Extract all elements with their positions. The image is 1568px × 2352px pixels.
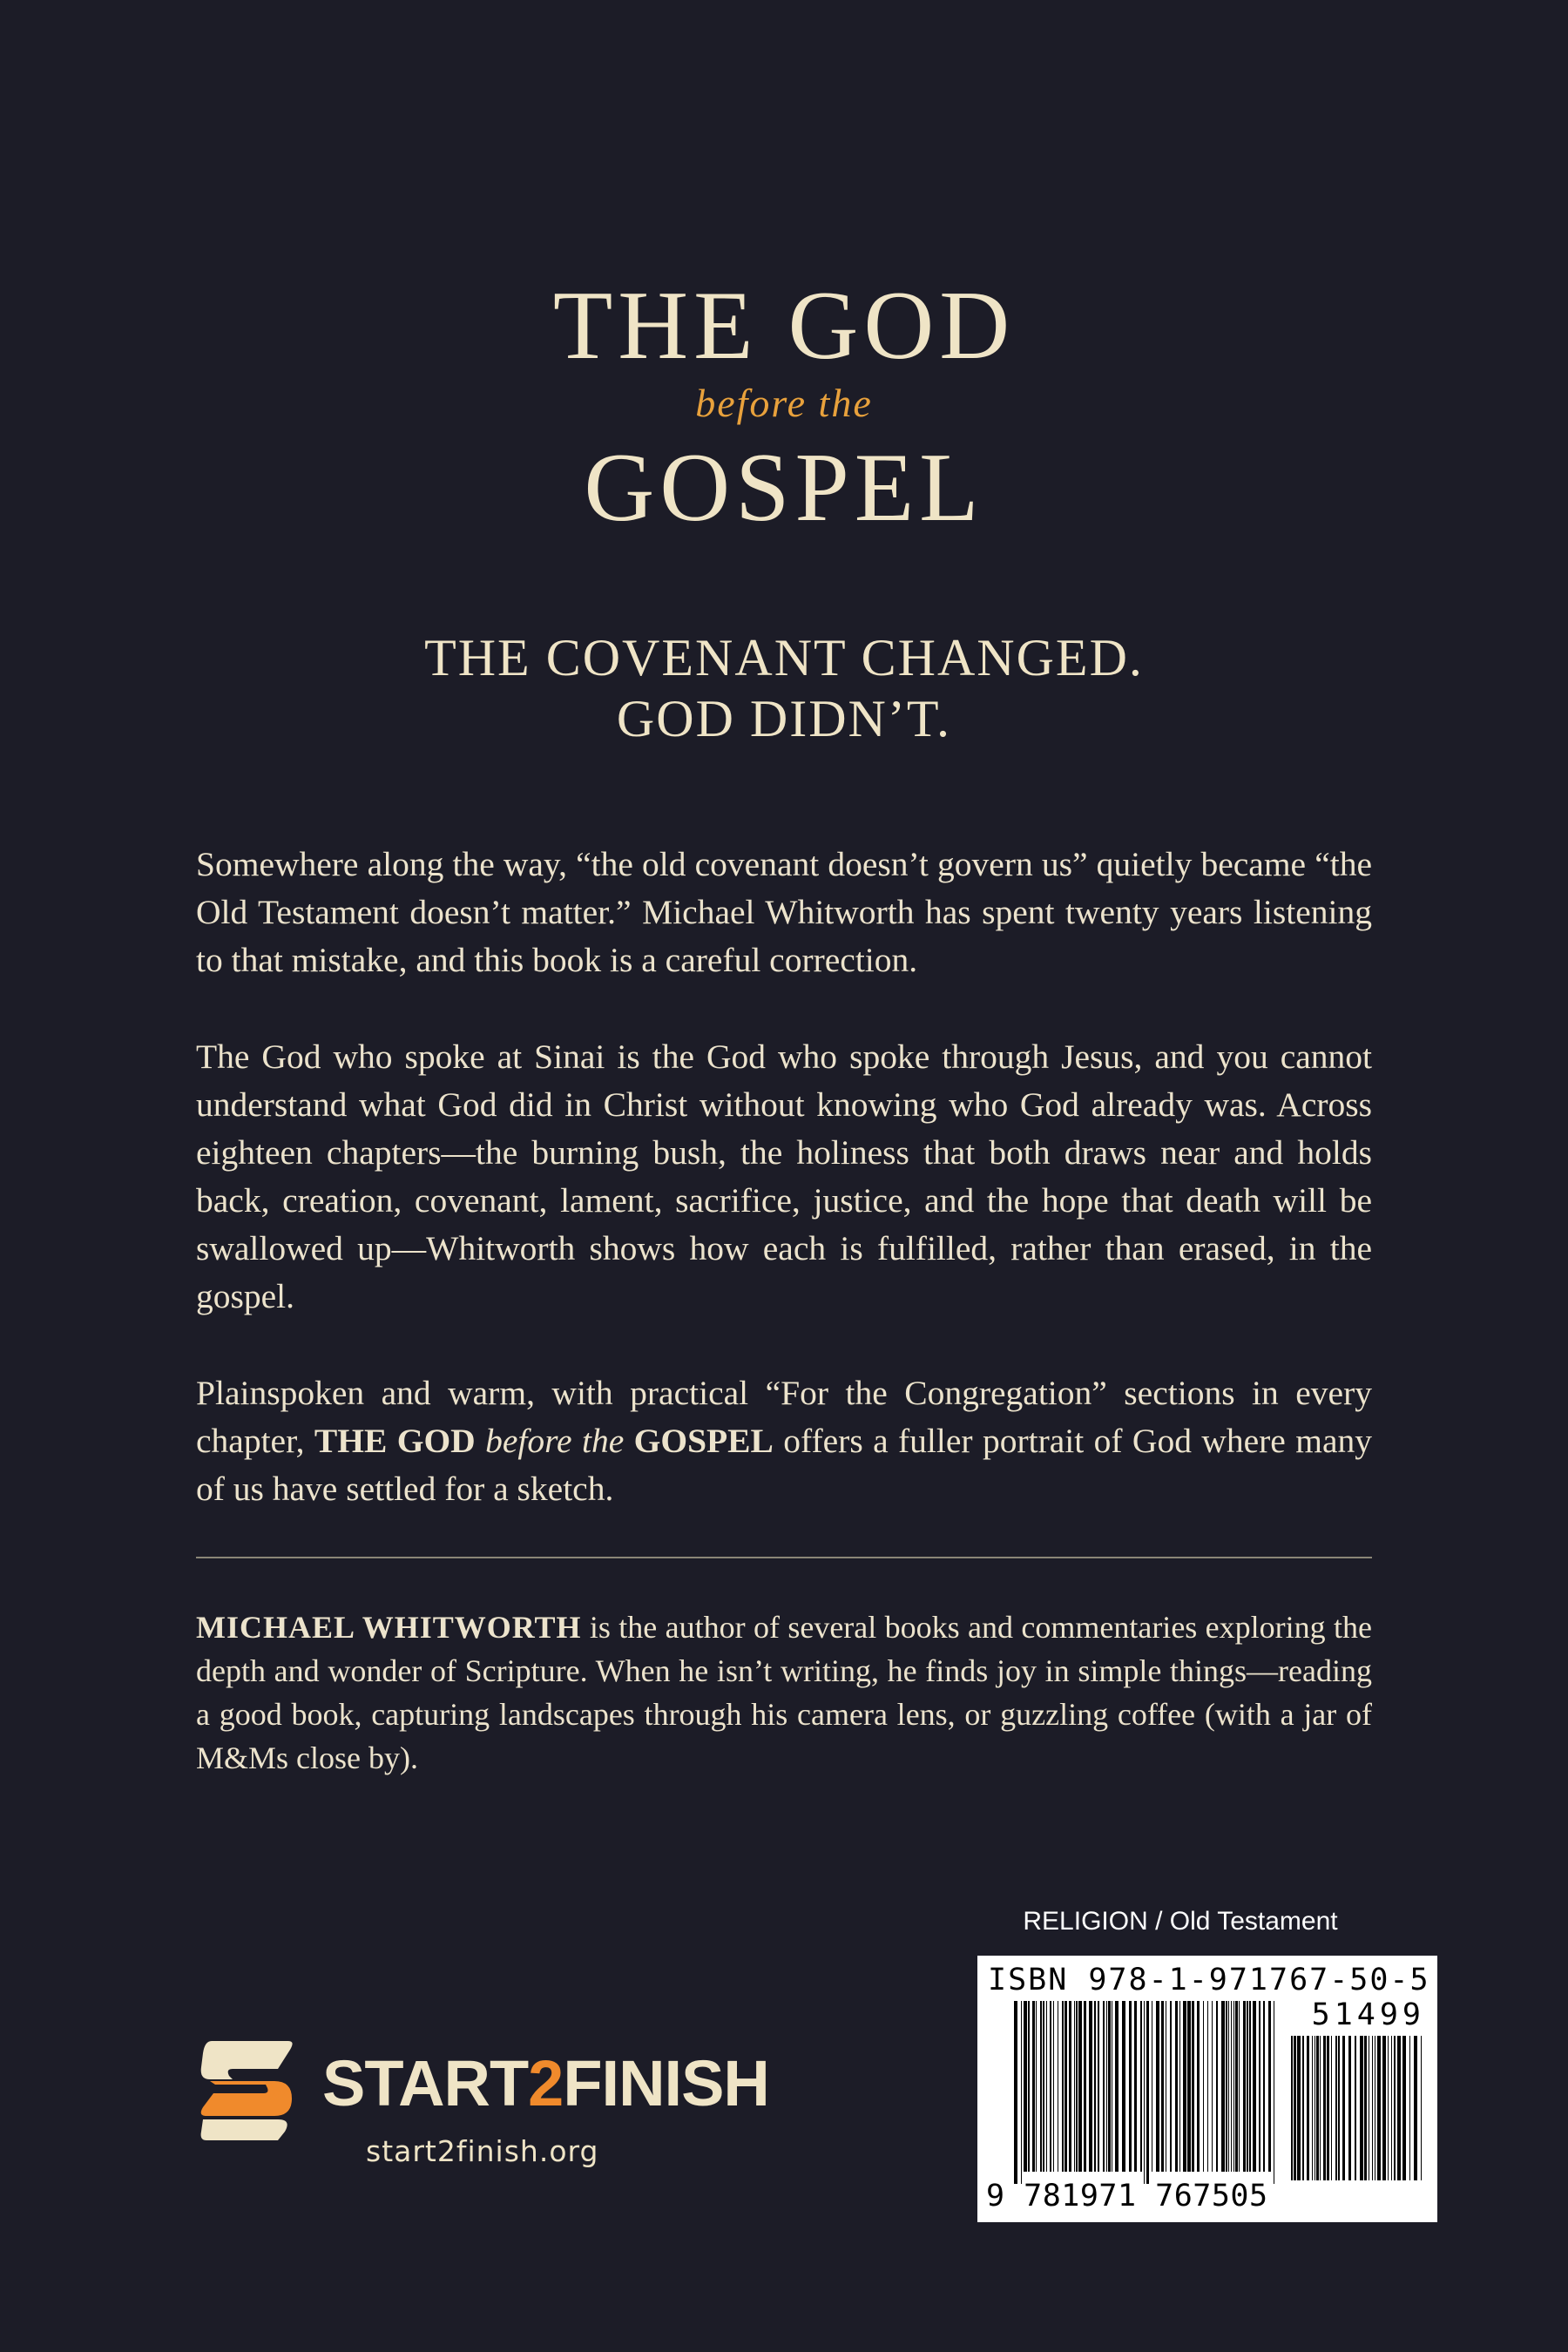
barcode-bar bbox=[1207, 2001, 1208, 2172]
barcode-bar bbox=[1327, 2036, 1329, 2180]
barcode-bar bbox=[1342, 2036, 1345, 2180]
barcode-bar bbox=[1297, 2036, 1301, 2180]
barcode-bar bbox=[1098, 2001, 1099, 2172]
barcode-bar bbox=[1382, 2036, 1386, 2180]
p3-title-b: before the bbox=[485, 1422, 625, 1460]
barcode-bar bbox=[1146, 2001, 1149, 2184]
barcode-bar bbox=[1053, 2001, 1054, 2172]
barcode-bar bbox=[1134, 2001, 1137, 2172]
barcode-bar bbox=[1183, 2001, 1186, 2172]
p3-title-c: GOSPEL bbox=[633, 1422, 774, 1460]
publisher-name-accent: 2 bbox=[528, 2047, 564, 2119]
publisher-name bbox=[322, 2047, 769, 2119]
barcode-bar bbox=[1024, 2001, 1027, 2172]
barcode-bar bbox=[1263, 2001, 1265, 2172]
barcode-bar bbox=[1316, 2036, 1319, 2180]
barcode-bar bbox=[1040, 2001, 1042, 2172]
barcode-bar bbox=[1028, 2001, 1030, 2172]
section-divider bbox=[196, 1557, 1372, 1558]
barcode-bar bbox=[1312, 2036, 1313, 2180]
barcode-bar bbox=[1239, 2001, 1240, 2172]
book-title bbox=[0, 272, 1568, 542]
barcode-bar bbox=[1259, 2001, 1260, 2172]
barcode-bar bbox=[1192, 2001, 1194, 2172]
barcode-bar bbox=[1397, 2036, 1401, 2180]
barcode-bar bbox=[1089, 2001, 1092, 2172]
title-line-2: GOSPEL bbox=[584, 434, 984, 542]
barcode-bars-main bbox=[1014, 2001, 1275, 2184]
barcode-bar bbox=[1226, 2001, 1227, 2172]
author-name: MICHAEL WHITWORTH bbox=[196, 1610, 582, 1645]
barcode-bar bbox=[1249, 2001, 1251, 2172]
barcode-bar bbox=[1247, 2001, 1248, 2172]
barcode-bar bbox=[1197, 2001, 1200, 2172]
barcode-bar bbox=[1291, 2036, 1293, 2180]
tagline-line-2: GOD DIDN’T. bbox=[616, 690, 952, 747]
isbn-label: ISBN 978-1-971767-50-5 bbox=[988, 1963, 1430, 1997]
barcode-bar bbox=[1294, 2036, 1296, 2180]
p3-lead: Plainspoken and warm, with practical “For the Congregation” sections in every chapter, bbox=[196, 1374, 1372, 1460]
barcode-bar bbox=[1021, 2001, 1022, 2184]
barcode-bar bbox=[1078, 2001, 1082, 2172]
barcode-bar bbox=[1231, 2001, 1232, 2172]
barcode-bar bbox=[1179, 2001, 1180, 2172]
start2finish-logo-icon bbox=[194, 2034, 299, 2147]
publisher-name-part-2: FINISH bbox=[563, 2047, 769, 2119]
barcode-bar bbox=[1268, 2001, 1271, 2172]
barcode-bar bbox=[1046, 2001, 1047, 2172]
barcode-bar bbox=[1014, 2001, 1017, 2184]
barcode-bar bbox=[1228, 2001, 1229, 2172]
p3-title-a: THE GOD bbox=[314, 1422, 476, 1460]
tagline-line-1: THE COVENANT CHANGED. bbox=[424, 629, 1144, 686]
barcode-bar bbox=[1302, 2036, 1304, 2180]
bisac-category: RELIGION / Old Testament bbox=[1023, 1907, 1338, 1936]
barcode-bar bbox=[1372, 2036, 1373, 2180]
p3-tail: offers a fuller portrait of God where many of us have settled for a sketch. bbox=[196, 1422, 1372, 1508]
barcode-bar bbox=[1036, 2001, 1037, 2172]
barcode-bar bbox=[1108, 2001, 1111, 2172]
barcode-bar bbox=[1338, 2036, 1340, 2180]
barcode-bar bbox=[1062, 2001, 1064, 2172]
price-addon-label: 51499 bbox=[1311, 1997, 1425, 2032]
barcode-bar bbox=[1212, 2001, 1213, 2172]
barcode-bar bbox=[1144, 2001, 1145, 2184]
barcode-bar bbox=[1388, 2036, 1389, 2180]
barcode-bar bbox=[1391, 2036, 1392, 2180]
barcode-bar bbox=[1331, 2036, 1332, 2180]
barcode-bar bbox=[1043, 2001, 1044, 2172]
isbn-barcode bbox=[977, 1956, 1437, 2222]
publisher-url: start2finish.org bbox=[366, 2134, 599, 2168]
barcode-bar bbox=[1307, 2036, 1309, 2180]
barcode-bar bbox=[1243, 2001, 1246, 2172]
barcode-bar bbox=[1402, 2036, 1406, 2180]
barcode-bar bbox=[1421, 2036, 1422, 2180]
barcode-bar bbox=[1175, 2001, 1178, 2172]
barcode-bar bbox=[1355, 2036, 1356, 2180]
barcode-bar bbox=[1074, 2001, 1075, 2172]
barcode-bar bbox=[1394, 2036, 1396, 2180]
author-bio bbox=[196, 1605, 1372, 1780]
author-bio-text: is the author of several books and commentaries exploring the depth and wonder of Scripture. When he isn’t writing, he finds joy in simple things—reading a good book, capturing landscapes through his camera lens, or guzzling coffee (with a jar of M&Ms close by). bbox=[196, 1610, 1372, 1775]
barcode-bar bbox=[1233, 2001, 1234, 2172]
barcode-bar bbox=[1050, 2001, 1051, 2172]
barcode-bar bbox=[1364, 2036, 1367, 2180]
barcode-bar bbox=[1377, 2036, 1381, 2180]
description-paragraph-3 bbox=[196, 1369, 1372, 1513]
title-connector: before the bbox=[695, 381, 873, 425]
barcode-bar bbox=[1235, 2001, 1238, 2172]
barcode-bar bbox=[1203, 2001, 1204, 2172]
barcode-bar bbox=[1161, 2001, 1164, 2172]
barcode-bar bbox=[1076, 2001, 1078, 2172]
barcode-bar bbox=[1253, 2001, 1256, 2172]
publisher-name-part-1: START bbox=[322, 2047, 529, 2119]
book-description bbox=[196, 841, 1372, 1562]
barcode-bar bbox=[1156, 2001, 1159, 2172]
barcode-bar bbox=[1094, 2001, 1096, 2172]
barcode-bar bbox=[1084, 2001, 1086, 2172]
description-paragraph-2: The God who spoke at Sinai is the God who spoke through Jesus, and you cannot understand what God did in Christ without knowing who God already was. Across eighteen chapters—the burning bush, the holiness that both draws near and holds back, creation, covenant, lament, sacrifice, justice, and the hope that death will be swallowed up—Whitworth shows how each is fulfilled, rather than erased, in the gospel. bbox=[196, 1037, 1372, 1315]
barcode-bar bbox=[1414, 2036, 1417, 2180]
barcode-bar bbox=[1409, 2036, 1410, 2180]
barcode-bar bbox=[1103, 2001, 1105, 2172]
title-line-1: THE GOD bbox=[552, 272, 1016, 380]
barcode-bar bbox=[1221, 2001, 1225, 2172]
barcode-bar bbox=[1106, 2001, 1107, 2172]
barcode-bar bbox=[1032, 2001, 1035, 2172]
barcode-bar bbox=[1360, 2036, 1363, 2180]
barcode-bar bbox=[1069, 2001, 1071, 2172]
description-paragraph-1: Somewhere along the way, “the old covenant doesn’t govern us” quietly became “the Old Testament doesn’t matter.” Michael Whitworth has spent twenty years listening to that mistake, and this book is a careful correction. bbox=[196, 845, 1372, 979]
ean-digits: 9 781971 767505 bbox=[986, 2179, 1268, 2213]
barcode-bar bbox=[1348, 2036, 1351, 2180]
barcode-bar bbox=[1115, 2001, 1119, 2172]
barcode-bar bbox=[1216, 2001, 1218, 2172]
barcode-bar bbox=[1064, 2001, 1067, 2172]
tagline bbox=[0, 627, 1568, 749]
barcode-bar bbox=[1129, 2001, 1132, 2172]
barcode-bar bbox=[1323, 2036, 1326, 2180]
barcode-bars-addon bbox=[1291, 2036, 1422, 2193]
barcode-bar bbox=[1170, 2001, 1172, 2172]
barcode-bar bbox=[1187, 2001, 1191, 2172]
barcode-bar bbox=[1140, 2001, 1142, 2172]
barcode-bar bbox=[1122, 2001, 1125, 2172]
barcode-bar bbox=[1335, 2036, 1337, 2180]
barcode-bar bbox=[1320, 2036, 1321, 2180]
